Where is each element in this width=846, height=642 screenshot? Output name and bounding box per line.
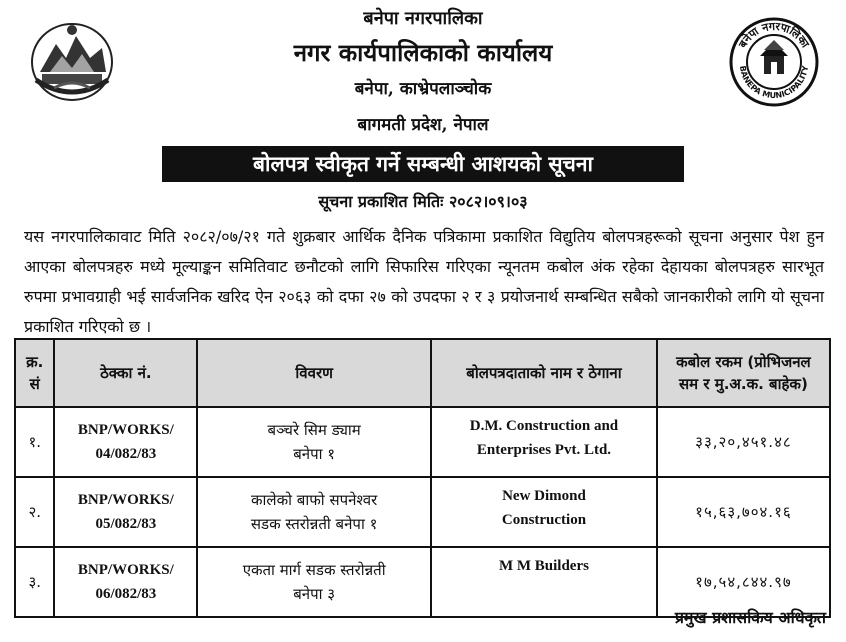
header-amount-line2: सम र मु.अ.क. बाहेक) — [679, 375, 808, 393]
row-bidder-line1: New Dimond — [502, 488, 586, 504]
row-amount: १५,६३,७०४.१६ — [657, 477, 830, 547]
row-ref-line2: 06/082/83 — [95, 586, 157, 602]
row-bidder-line2: Enterprises Pvt. Ltd. — [476, 442, 612, 458]
header-amount-line1: कबोल रकम (प्रोभिजनल — [676, 353, 811, 371]
row-ref-line1: BNP/WORKS/ — [77, 562, 174, 578]
row-sn: ३. — [15, 547, 54, 617]
row-desc-line1: बञ्चरे सिम ड्याम — [267, 421, 361, 439]
row-bidder — [431, 407, 657, 477]
row-amount: १७,५४,८४४.९७ — [657, 547, 830, 617]
province-address: बागमती प्रदेश, नेपाल — [357, 115, 489, 135]
office-name: नगर कार्यपालिकाको कार्यालय — [293, 38, 553, 67]
bid-table — [14, 338, 831, 618]
row-desc-line1: एकता मार्ग सडक स्तरोन्नती — [242, 561, 386, 579]
row-bidder-line1: D.M. Construction and — [469, 418, 619, 434]
row-sn: २. — [15, 477, 54, 547]
table-header-row — [15, 339, 830, 407]
row-ref — [54, 547, 197, 617]
municipality-name: बनेपा नगरपालिका — [363, 8, 483, 29]
published-date: सूचना प्रकाशित मितिः २०८२।०९।०३ — [318, 192, 528, 211]
row-sn: १. — [15, 407, 54, 477]
header-amount — [657, 339, 830, 407]
header-sn — [15, 339, 54, 407]
notice-body: यस नगरपालिकावाट मिति २०८२/०७/२१ गते शुक्रबार आर्थिक दैनिक पत्रिकामा प्रकाशित विद्युतिय बोलपत्रहरूको सूचना अनुसार पेश हुन आएका बोलपत्रहरु मध्ये मूल्याङ्कन समितिवाट छनौटको लागि सिफारिस गरिएका न्यूनतम कबोल अंक रहेका देहायका बोलपत्रहरु सारभूत रुपमा प्रभावग्राही भई सार्वजनिक खरिद ऐन २०६३ को दफा २७ को उपदफा २ र ३ प्रयोजनार्थ सम्बन्धित सबैको जानकारीको लागि यो सूचना प्रकाशित गरिएको छ । — [24, 227, 824, 336]
row-ref-line2: 04/082/83 — [95, 446, 157, 462]
row-ref — [54, 407, 197, 477]
row-desc-line2: सडक स्तरोन्नती बनेपा १ — [250, 515, 378, 533]
row-desc — [197, 407, 431, 477]
row-ref-line1: BNP/WORKS/ — [77, 422, 174, 438]
row-bidder-line2: Construction — [501, 512, 587, 528]
row-desc-line1: कालेको बाफो सपनेश्वर — [251, 491, 378, 509]
row-desc-line2: बनेपा १ — [293, 445, 336, 463]
office-address: बनेपा, काभ्रेपलाञ्चोक — [354, 79, 492, 99]
header-ref: ठेक्का नं. — [54, 339, 197, 407]
header-sn-line2: सं — [29, 375, 40, 393]
notice-title: बोलपत्र स्वीकृत गर्ने सम्बन्धी आशयको सूचना — [162, 146, 684, 182]
header-desc: विवरण — [197, 339, 431, 407]
table-row — [15, 407, 830, 477]
seal-text-top: बनेपा नगरपालिका — [736, 19, 812, 51]
row-ref-line1: BNP/WORKS/ — [77, 492, 174, 508]
row-ref-line2: 05/082/83 — [95, 516, 157, 532]
row-desc — [197, 547, 431, 617]
row-bidder — [431, 477, 657, 547]
row-ref — [54, 477, 197, 547]
row-amount: ३३,२०,४५१.४८ — [657, 407, 830, 477]
row-desc — [197, 477, 431, 547]
header-sn-line1: क्र. — [26, 353, 44, 371]
header-bidder: बोलपत्रदाताको नाम र ठेगाना — [431, 339, 657, 407]
row-desc-line2: बनेपा ३ — [293, 585, 336, 603]
signature-title: प्रमुख प्रशासकिय अधिकृत — [674, 608, 826, 627]
row-bidder-line1: M M Builders — [498, 558, 589, 574]
seal-text-bottom: BANEPA MUNICIPALITY — [737, 65, 811, 101]
table-row — [15, 477, 830, 547]
row-bidder — [431, 547, 657, 617]
